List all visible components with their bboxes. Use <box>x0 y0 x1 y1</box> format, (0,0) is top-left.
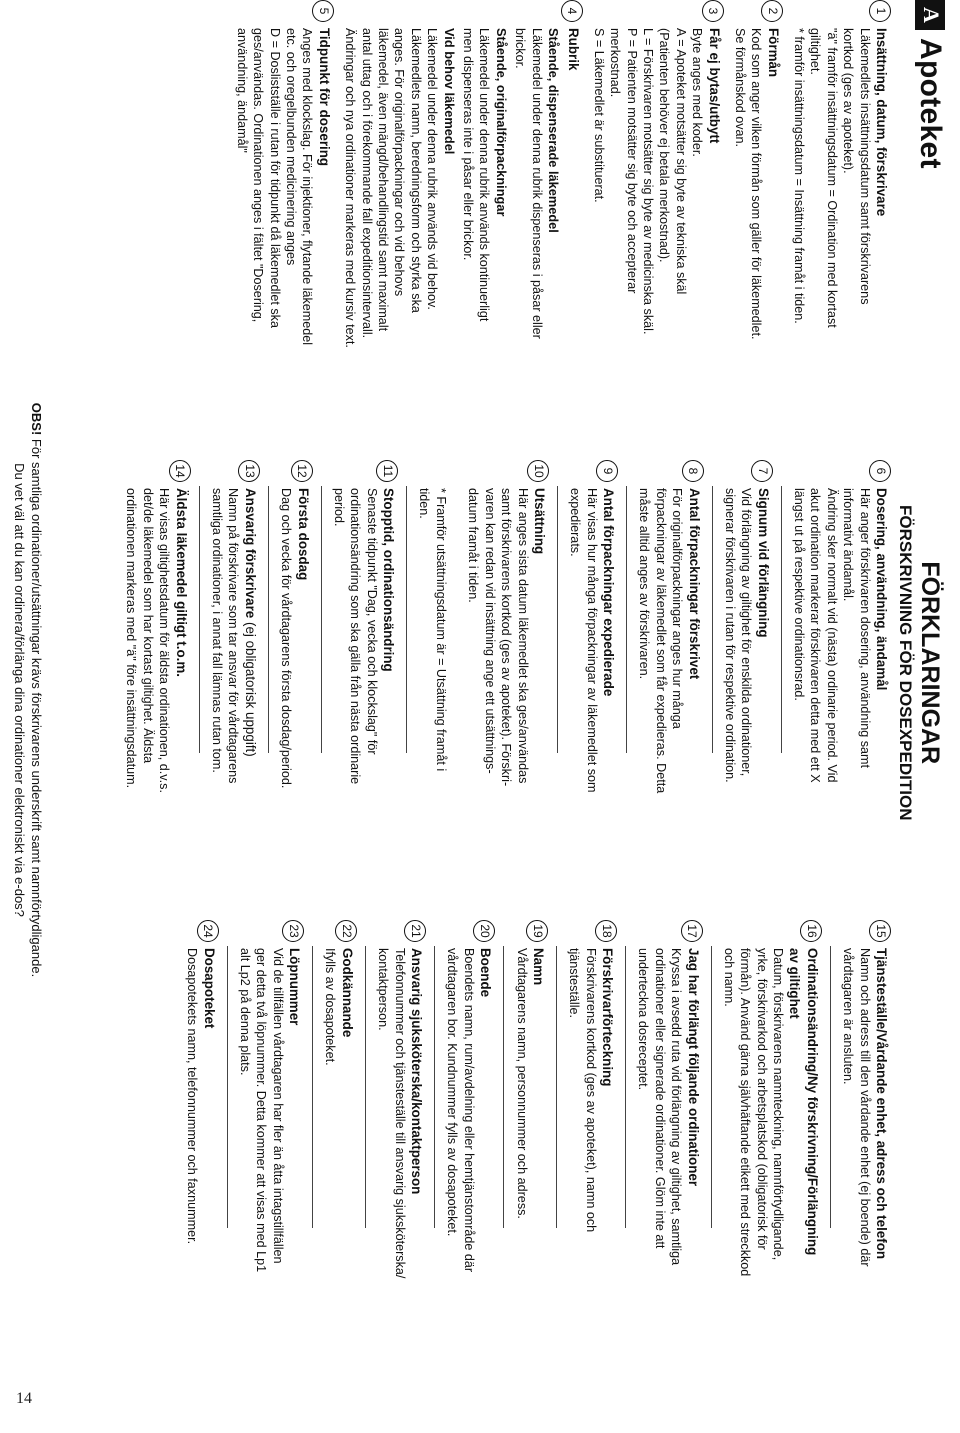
section-heading-text: Förmån <box>765 28 781 78</box>
section-12 <box>278 460 312 905</box>
section-divider <box>781 486 782 753</box>
section-heading-text: Ansvarig förskrivare <box>242 488 258 619</box>
section-body <box>416 488 548 905</box>
section-body <box>840 948 890 1390</box>
section-heading-text: Ordinationsändring/Ny förskrivning/Förlängning av giltighet <box>787 948 820 1256</box>
section-heading-text: Antal förpackningar förskrivet <box>686 488 702 680</box>
section-heading <box>786 948 821 1390</box>
section-text: Namn och adress till den vårdande enhet (ej boende) där vårdtagaren är ansluten. <box>841 948 872 1267</box>
section-number-badge: 7 <box>751 460 773 482</box>
section-divider <box>321 486 322 753</box>
section-body <box>444 948 494 1390</box>
section-body <box>209 488 259 905</box>
section-heading-text: Äldsta läkemedel giltigt t.o.m. <box>173 488 189 677</box>
section-heading-text: Tidpunkt för dosering <box>316 28 332 167</box>
section-divider <box>434 946 435 1228</box>
section-heading-text: Rubrik <box>565 28 581 71</box>
section-4 <box>342 0 582 440</box>
section-number-badge: 22 <box>335 920 357 942</box>
section-number-badge: 1 <box>869 0 891 22</box>
section-heading-text: Förskrivarförteckning <box>600 948 616 1087</box>
section-heading-text: Dosapoteket <box>201 948 217 1029</box>
subsection-text: Läkemedel under denna rubrik dispenseras i påsar eller brickor. <box>513 28 544 339</box>
obs-text: För samtliga ordinationer/utsättningar krävs förskrivarens underskrift samt namnförtydligande. <box>29 435 44 978</box>
section-body <box>234 28 333 440</box>
section-heading-text: Löpnummer <box>287 948 303 1026</box>
section-heading-text: Första dosdag <box>295 488 311 581</box>
section-number-badge: 11 <box>376 460 398 482</box>
section-number-badge: 4 <box>561 0 583 22</box>
section-text: Telefonnummer och tjänsteställe till ansvarig sjuksköterska/ kontaktperson. <box>376 948 407 1279</box>
section-heading <box>241 488 258 905</box>
section-divider <box>199 486 200 753</box>
section-heading <box>873 948 890 1390</box>
section-text: Byte anges med koder. A = Apoteket motsätter sig byte av tekniska skäl (Patienten behöver ej betala merkostnad). L = Förskrivaren motsätter sig byte av medicinska skäl. P = Patienten motsätter sig byte och accepterar merkostnad. S = Läkemedlet är substituerat. <box>592 28 705 335</box>
section-heading-text: Får ej bytas/utbytt <box>706 28 722 144</box>
section-divider <box>556 946 557 1228</box>
section-text: Här visas giltighetsdatum för äldsta ordinationen, d.v.s. det/de läkemedel som har kortast giltighet. Äldsta ordinationen markeras med "ä" före insättningsdatum. <box>124 488 172 793</box>
section-body <box>567 488 617 905</box>
section-heading <box>477 948 494 1390</box>
section-number-badge: 14 <box>169 460 191 482</box>
subsection <box>460 28 509 440</box>
section-7 <box>722 460 772 905</box>
section-body <box>732 28 782 440</box>
section-divider <box>268 486 269 753</box>
section-number-badge: 16 <box>800 920 822 942</box>
brand-name: Apoteket <box>914 38 947 169</box>
section-20 <box>444 920 494 1390</box>
section-text: Här visas hur många förpackningar av läkemedlet som expedierats. <box>568 488 599 793</box>
section-number-badge: 6 <box>869 460 891 482</box>
section-divider <box>312 946 313 1228</box>
subsection-heading: Stående, originalförpackningar <box>493 28 509 217</box>
section-8 <box>636 460 703 905</box>
section-21 <box>375 920 425 1390</box>
section-heading <box>599 948 616 1390</box>
section-heading <box>286 948 303 1390</box>
section-number-badge: 12 <box>291 460 313 482</box>
section-divider <box>626 486 627 753</box>
section-text: Vårdtagarens namn, personnummer och adress. <box>514 948 529 1219</box>
section-14 <box>123 460 190 905</box>
section-divider <box>625 946 626 1228</box>
section-divider <box>365 946 366 1228</box>
section-24 <box>184 920 218 1390</box>
section-22 <box>322 920 356 1390</box>
section-text: Dosapotekets namn, telefonnummer och faxnummer. <box>185 948 200 1245</box>
section-heading-text: Ansvarig sjuksköterska/kontaktperson <box>409 948 425 1195</box>
section-text: Datum, förskrivarens namnteckning, namnförtydligande, yrke, förskrivarkod och arbetsplatskod (obligatorisk för förmån). Använd gärna självhäftande etikett med streckkod och namn. <box>721 948 786 1277</box>
section-number-badge: 8 <box>682 460 704 482</box>
section-heading-text: Tjänsteställe/Vårdande enhet, adress och telefon <box>874 948 889 1260</box>
section-heading <box>338 948 355 1390</box>
section-number-badge: 13 <box>238 460 260 482</box>
section-body <box>322 948 356 1390</box>
section-6 <box>791 460 890 905</box>
subsection <box>512 28 561 440</box>
section-body <box>791 28 890 440</box>
section-number-badge: 2 <box>761 0 783 22</box>
section-text: Senaste tidpunkt "Dag, vecka och klockslag" för ordinationsändring som ska gälla från nästa ordinarie period. <box>331 488 379 785</box>
section-heading-note: (ej obligatorisk uppgift) <box>242 618 258 757</box>
section-heading-text: Boende <box>478 948 494 998</box>
section-text: Namn på förskrivare som tar ansvar för vårdtagarens samtliga ordinationer, i annat fall lämnas rutan tom. <box>210 488 241 784</box>
section-heading <box>315 28 332 440</box>
section-11 <box>331 460 398 905</box>
section-number-badge: 24 <box>197 920 219 942</box>
section-body <box>342 28 582 440</box>
section-number-badge: 18 <box>595 920 617 942</box>
section-text: Boendets namn, rum/avdelning eller hemtjänstområde där vårdtagaren bor. Kundnummer fylls av dosapoteket. <box>445 948 476 1273</box>
section-number-badge: 15 <box>869 920 891 942</box>
section-heading-text: Antal förpackningar expedierade <box>601 488 617 697</box>
section-number-badge: 3 <box>702 0 724 22</box>
section-10 <box>416 460 548 905</box>
section-body <box>184 948 218 1390</box>
title-line-1: FÖRKLARINGAR <box>916 561 944 765</box>
section-number-badge: 9 <box>596 460 618 482</box>
section-text: Kryssa i avsedd ruta vid förlängning av giltighet, samtliga ordinationer eller signerade ordinationer. Glöm inte att underteckna dosreceptet. <box>636 948 684 1266</box>
section-divider <box>406 486 407 753</box>
section-heading <box>564 28 581 440</box>
section-divider <box>503 946 504 1228</box>
subsection-text: Läkemedel under denna rubrik används vid behov. Läkemedlets namn, beredningsform och styrka ska anges. För originalförpackningar och vid behovs läkemedel, även mängd/behandlingstid samt maximalt antal uttag och i förekommande fall expeditionsintervall. Ändringar och nya ordinationer markeras med kursiv text. <box>343 28 439 348</box>
section-heading <box>530 948 547 1390</box>
section-divider <box>557 486 558 753</box>
section-body <box>237 948 304 1390</box>
section-1 <box>791 0 890 440</box>
section-text: Vid förlängning av giltighet för enskilda ordinationer, signerar förskrivaren i rutan för respektive ordination. <box>723 488 754 783</box>
section-9 <box>567 460 617 905</box>
section-heading-text: Utsättning <box>532 488 547 555</box>
section-2 <box>732 0 782 440</box>
section-text: Läkemedlets insättningsdatum samt förskrivarens kortkod (ges av apoteket). "ä" framför insättningsdatum = Ordination med kortast giltighet. * framför insättningsdatum = Insättning framåt i tiden. <box>792 28 872 328</box>
edos-question: Du vet väl att du kan ordinera/förlänga dina ordinationer elektroniskt via e-dos? <box>12 463 28 917</box>
section-body <box>722 488 772 905</box>
section-15 <box>840 920 890 1390</box>
section-body <box>791 488 890 905</box>
section-number-badge: 19 <box>526 920 548 942</box>
section-heading <box>873 488 890 905</box>
section-body <box>636 488 703 905</box>
section-body <box>635 948 702 1390</box>
brand <box>911 0 950 169</box>
section-13 <box>209 460 259 905</box>
section-text: Ifylls av dosapoteket. <box>323 948 338 1066</box>
obs-label: OBS! <box>29 402 44 436</box>
section-text: Förskrivarens kortkod (ges av apoteket), namn och tjänsteställe. <box>567 948 598 1233</box>
section-divider <box>711 946 712 1228</box>
section-text: Kod som anger vilken förmån som gäller för läkemedlet. Se förmånskod ovan. <box>733 28 764 340</box>
section-body <box>566 948 616 1390</box>
section-heading <box>685 488 702 905</box>
section-body <box>278 488 312 905</box>
section-heading <box>754 488 771 905</box>
section-body <box>331 488 398 905</box>
section-divider <box>712 486 713 753</box>
column-2 <box>114 460 890 905</box>
column-1 <box>225 0 890 440</box>
section-heading-text: Godkännande <box>339 948 355 1038</box>
section-body <box>721 948 821 1390</box>
apoteket-logo-icon: A <box>916 0 946 30</box>
section-text: För originalförpackningar anges hur många förpackningar av läkemedlet som får expedieras. Detta måste alltid anges av förskrivaren. <box>637 488 685 794</box>
footer-notes <box>10 20 44 1360</box>
title-line-2: FÖRSKRIVNING FÖR DOSEXPEDITION <box>896 505 916 821</box>
section-heading <box>172 488 189 905</box>
section-number-badge: 20 <box>473 920 495 942</box>
section-23 <box>237 920 304 1390</box>
obs-note <box>27 20 44 1360</box>
section-heading-text: Signum vid förlängning <box>755 488 771 638</box>
section-heading-text: Jag har förlängt följande ordinationer <box>685 948 701 1187</box>
section-heading <box>684 948 701 1390</box>
section-body <box>513 948 547 1390</box>
page-title <box>895 505 944 820</box>
section-16 <box>721 920 821 1390</box>
section-text: Anges med klockslag. För injektioner, flytande läkemedel etc. och oregelbunden medicinering anges D = Doslistställe i rutan för tidpunkt då läkemedlet ska ges/användas. Ordinationen anges i fältet "Dosering, användning, ändamål" <box>234 28 315 346</box>
section-3 <box>591 0 723 440</box>
section-heading <box>873 28 890 440</box>
section-5 <box>234 0 333 440</box>
section-number-badge: 23 <box>282 920 304 942</box>
section-17 <box>635 920 702 1390</box>
column-3 <box>175 920 890 1390</box>
section-number-badge: 10 <box>527 460 549 482</box>
section-number-badge: 21 <box>404 920 426 942</box>
section-heading-text: Stopptid, ordinationsändring <box>381 488 397 672</box>
section-heading <box>705 28 722 440</box>
subsection <box>342 28 457 440</box>
section-text: Dag och vecka för vårdtagarens första dosdag/period. <box>279 488 294 789</box>
subsection-text: Läkemedel under denna rubrik används kontinuerligt men dispenseras inte i påsar eller brickor. <box>460 28 492 322</box>
section-heading <box>764 28 781 440</box>
section-heading <box>408 948 425 1390</box>
section-divider <box>227 946 228 1228</box>
section-heading-text: Insättning, datum, förskrivare <box>874 28 889 217</box>
section-number-badge: 5 <box>312 0 334 22</box>
section-18 <box>566 920 616 1390</box>
section-text: Här anger förskrivaren dosering, användning samt informativt ändamål. Ändring sker normalt vid (nästa) ordinarie period. Vid akut ordination markerar förskrivaren detta med ett X längst ut på respektive ordinationsrad. <box>792 488 872 783</box>
section-heading <box>600 488 617 905</box>
section-divider <box>830 946 831 1228</box>
section-heading-text: Dosering, användning, ändamål <box>874 488 889 691</box>
section-text: Här anges sista datum läkemedlet ska ges/användas samt förskrivarens kortkod (ges av apoteket). Förskri- varen kan redan vid insättning ange ett utsättnings- datum framåt i tiden. * Framför utsättningsdatum är = Utsättning framåt i tiden. <box>417 488 530 787</box>
section-text: Vid de tillfällen vårdtagaren har fler än åtta intagstillfällen ger detta två löpnummer. Detta kommer att visas med Lp1 alt Lp2 på denna plats. <box>237 948 285 1273</box>
section-heading <box>380 488 397 905</box>
section-heading <box>531 488 548 905</box>
section-heading <box>200 948 217 1390</box>
section-heading <box>294 488 311 905</box>
section-body <box>375 948 425 1390</box>
subsection-heading: Stående, dispenserade läkemedel <box>546 28 562 233</box>
section-body <box>123 488 190 905</box>
section-number-badge: 17 <box>681 920 703 942</box>
subsection-heading: Vid behov läkemedel <box>441 28 457 155</box>
section-19 <box>513 920 547 1390</box>
page-number: 14 <box>16 1390 32 1407</box>
section-body <box>591 28 723 440</box>
section-heading-text: Namn <box>530 948 546 986</box>
